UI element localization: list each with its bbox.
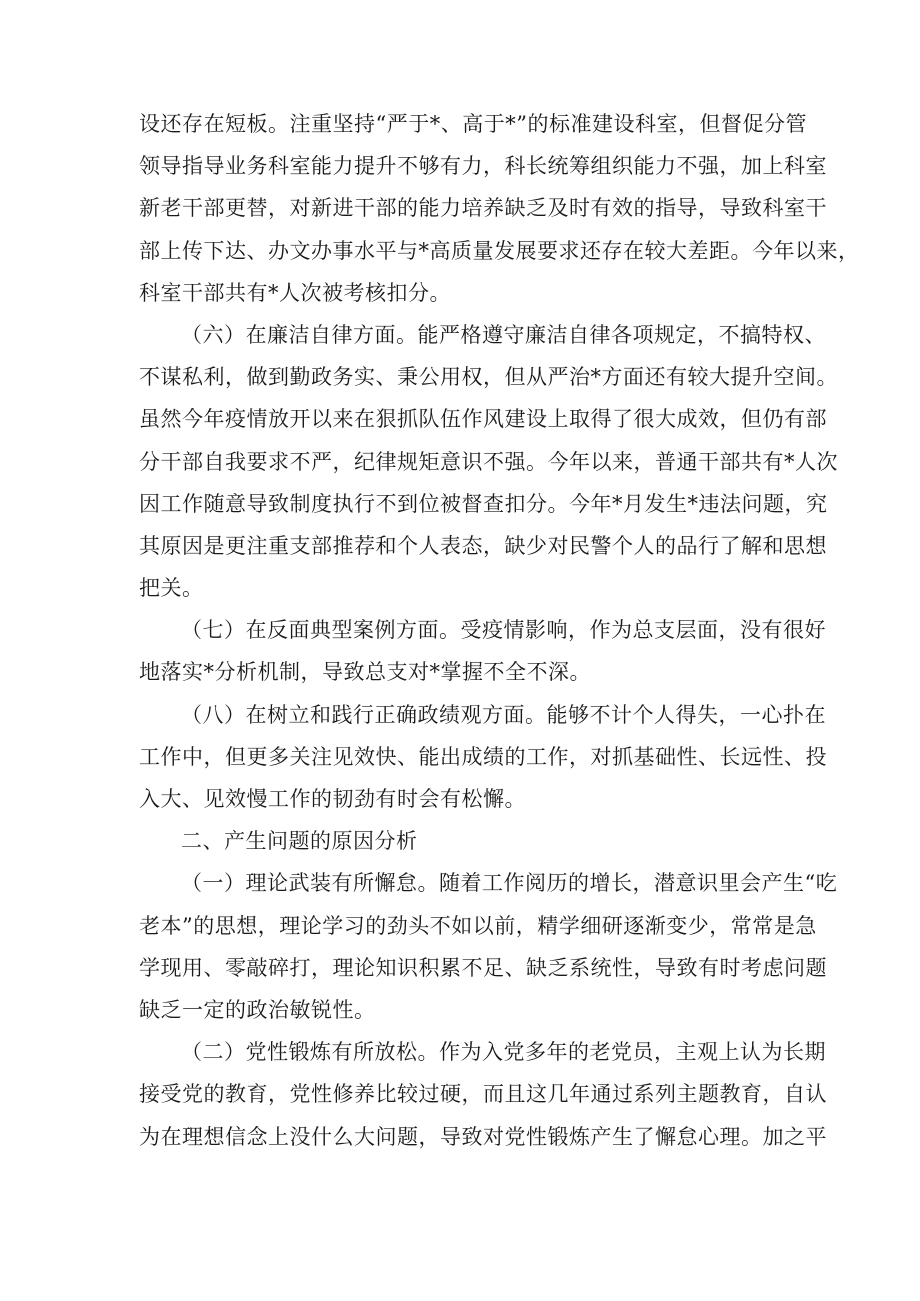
text-line: 因工作随意导致制度执行不到位被督查扣分。今年*月发生*违法问题，究 (139, 491, 828, 516)
text-line: 虽然今年疫情放开以来在狠抓队伍作风建设上取得了很大成效，但仍有部 (139, 407, 827, 432)
paragraph-first-line: （一）理论武装有所懈怠。随着工作阅历的增长，潜意识里会产生“吃 (181, 871, 838, 896)
text-line: 把关。 (139, 576, 204, 601)
text-line: 分干部自我要求不严，纪律规矩意识不强。今年以来，普通干部共有*人次 (139, 449, 838, 474)
text-line: 新老干部更替，对新进干部的能力培养缺乏及时有效的指导，导致科室干 (139, 196, 827, 221)
text-line: 老本”的思想，理论学习的劲头不如以前，精学细研逐渐变少，常常是急 (139, 913, 817, 938)
text-line: 不谋私利，做到勤政务实、秉公用权，但从严治*方面还有较大提升空间。 (139, 365, 838, 390)
text-line: 部上传下达、办文办事水平与*高质量发展要求还存在较大差距。今年以来， (139, 238, 860, 263)
text-line: 设还存在短板。注重坚持“严于*、高于*”的标准建设科室，但督促分管 (139, 112, 807, 136)
text-line: 入大、见效慢工作的韧劲有时会有松懈。 (139, 787, 526, 811)
text-line: 科室干部共有*人次被考核扣分。 (139, 280, 451, 305)
paragraph-first-line: 二、产生问题的原因分析 (181, 829, 418, 854)
text-line: 工作中，但更多关注见效快、能出成绩的工作，对抓基础性、长远性、投 (139, 744, 827, 769)
text-line: 学现用、零敲碎打，理论知识积累不足、缺乏系统性，导致有时考虑问题 (139, 955, 827, 980)
paragraph-first-line: （六）在廉洁自律方面。能严格遵守廉洁自律各项规定，不搞特权、 (181, 322, 826, 347)
text-line: 缺乏一定的政治敏锐性。 (139, 997, 376, 1022)
paragraph-first-line: （八）在树立和践行正确政绩观方面。能够不计个人得失，一心扑在 (181, 702, 826, 727)
paragraph-first-line: （七）在反面典型案例方面。受疫情影响，作为总支层面，没有很好 (181, 618, 826, 643)
text-line: 领导指导业务科室能力提升不够有力，科长统筹组织能力不强，加上科室 (139, 154, 827, 179)
text-line: 接受党的教育，党性修养比较过硬，而且这几年通过系列主题教育，自认 (139, 1082, 827, 1107)
text-line: 为在理想信念上没什么大问题，导致对党性锻炼产生了懈怠心理。加之平 (139, 1124, 827, 1149)
text-line: 其原因是更注重支部推荐和个人表态，缺少对民警个人的品行了解和思想 (139, 533, 827, 558)
text-line: 地落实*分析机制，导致总支对*掌握不全不深。 (139, 660, 591, 685)
document-body (139, 103, 860, 1158)
paragraph-first-line: （二）党性锻炼有所放松。作为入党多年的老党员，主观上认为长期 (181, 1040, 826, 1065)
